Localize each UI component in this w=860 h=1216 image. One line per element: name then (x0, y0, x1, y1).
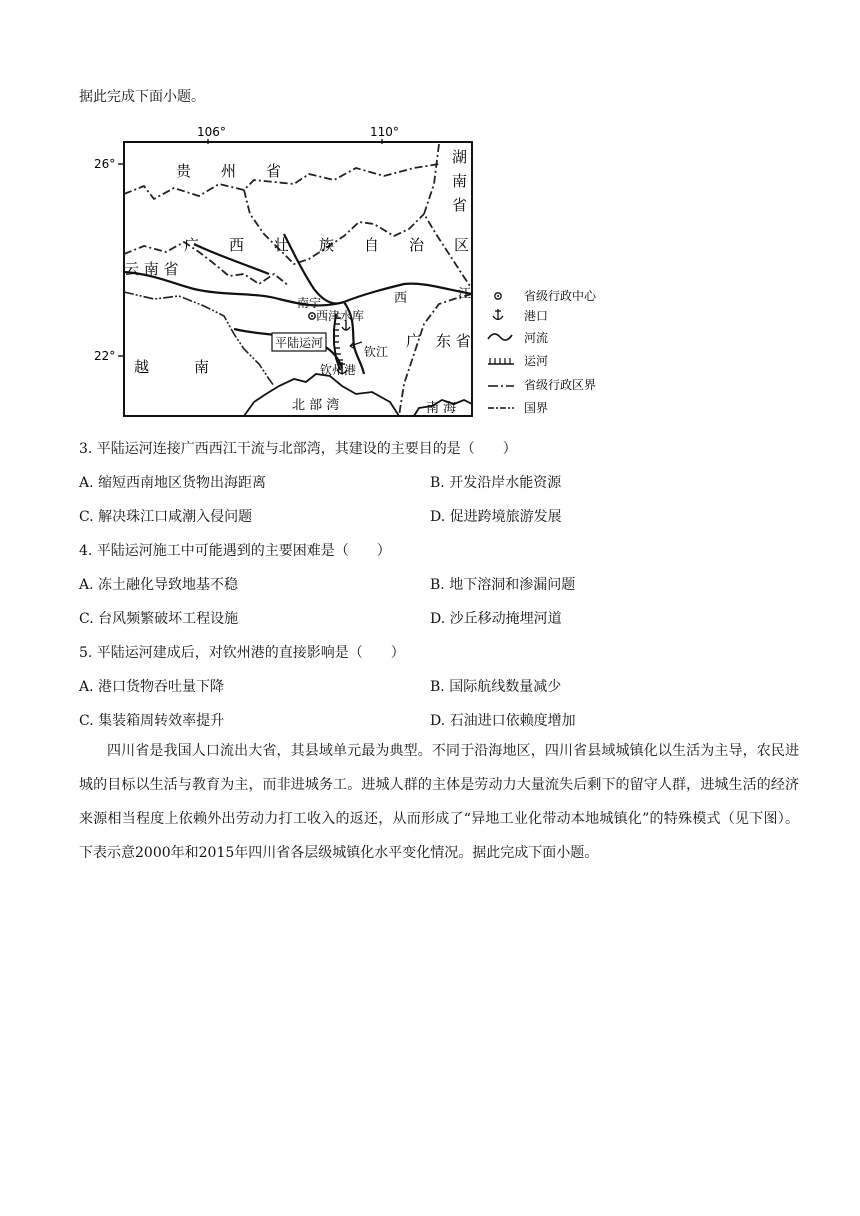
label-guangxi: 广 西 壮 族 自 治 区 (184, 236, 470, 254)
question-4-option-a[interactable]: A. 冻土融化导致地基不稳 (79, 577, 239, 593)
label-yunnan: 云 南 省 (124, 260, 179, 278)
label-hunan-2: 南 (452, 172, 468, 190)
legend-province-boundary: 省级行政区界 (524, 378, 597, 392)
question-5-stem: 5. 平陆运河建成后，对钦州港的直接影响是（ ） (79, 645, 405, 661)
label-qinjiang: 钦江 (364, 345, 389, 359)
question-5-option-d[interactable]: D. 石油进口依赖度增加 (430, 713, 576, 729)
label-xi: 西 (394, 291, 408, 306)
question-5-option-c[interactable]: C. 集装箱周转效率提升 (79, 713, 225, 729)
lat-label-26: 26° (94, 157, 116, 171)
legend-river: 河流 (524, 331, 549, 345)
map-svg (94, 124, 624, 420)
label-xijin: 西津水库 (316, 309, 365, 323)
label-canal: 平陆运河 (275, 336, 324, 350)
label-jiang: 江 (458, 287, 472, 302)
legend-capital: 省级行政中心 (524, 289, 597, 303)
intro-text: 据此完成下面小题。 (79, 89, 205, 105)
question-4-option-c[interactable]: C. 台风频繁破坏工程设施 (79, 611, 239, 627)
map-legend (488, 288, 597, 415)
label-hunan-1: 湖 (452, 148, 468, 166)
legend-port: 港口 (524, 309, 549, 323)
label-guangdong: 广 东 省 (406, 332, 471, 350)
label-qinzhou: 钦州港 (320, 363, 357, 377)
question-5-option-a[interactable]: A. 港口货物吞吐量下降 (79, 679, 225, 695)
legend-canal: 运河 (524, 354, 549, 368)
lon-label-106: 106° (197, 125, 226, 139)
location-map (94, 124, 624, 420)
label-vietnam: 越 南 (134, 358, 210, 376)
label-guizhou: 贵 州 省 (176, 162, 282, 180)
question-3-option-d[interactable]: D. 促进跨境旅游发展 (430, 509, 562, 525)
question-5-option-b[interactable]: B. 国际航线数量减少 (430, 679, 562, 695)
sichuan-passage: 四川省是我国人口流出大省，其县域单元最为典型。不同于沿海地区，四川省县域城镇化以生活为主导，农民进城的目标以生活与教育为主，而非进城务工。进城人群的主体是劳动力大量流失后剩下的留守人群，进城生活的经济来源相当程度上依赖外出劳动力打工收入的返还，从而形成了“异地工业化带动本地城镇化”的特殊模式（见下图）。下表示意2000年和2015年四川省各层级城镇化水平变化情况。据此完成下面小题。 (79, 743, 799, 861)
question-3-option-b[interactable]: B. 开发沿岸水能资源 (430, 475, 562, 491)
question-4-option-d[interactable]: D. 沙丘移动掩埋河道 (430, 611, 562, 627)
lon-label-110: 110° (370, 125, 399, 139)
question-3-option-c[interactable]: C. 解决珠江口咸潮入侵问题 (79, 509, 253, 525)
question-4-option-b[interactable]: B. 地下溶洞和渗漏问题 (430, 577, 576, 593)
label-nanning: 南宁 (297, 296, 322, 310)
label-nanhai: 南 海 (426, 401, 457, 416)
lat-label-22: 22° (94, 349, 116, 363)
question-3-option-a[interactable]: A. 缩短西南地区货物出海距离 (79, 475, 267, 491)
legend-national-border: 国界 (524, 401, 549, 415)
question-3-stem: 3. 平陆运河连接广西西江干流与北部湾，其建设的主要目的是（ ） (79, 441, 517, 457)
question-4-stem: 4. 平陆运河施工中可能遇到的主要困难是（ ） (79, 543, 391, 559)
label-beibu: 北 部 湾 (292, 398, 340, 413)
label-hunan-3: 省 (452, 196, 468, 214)
